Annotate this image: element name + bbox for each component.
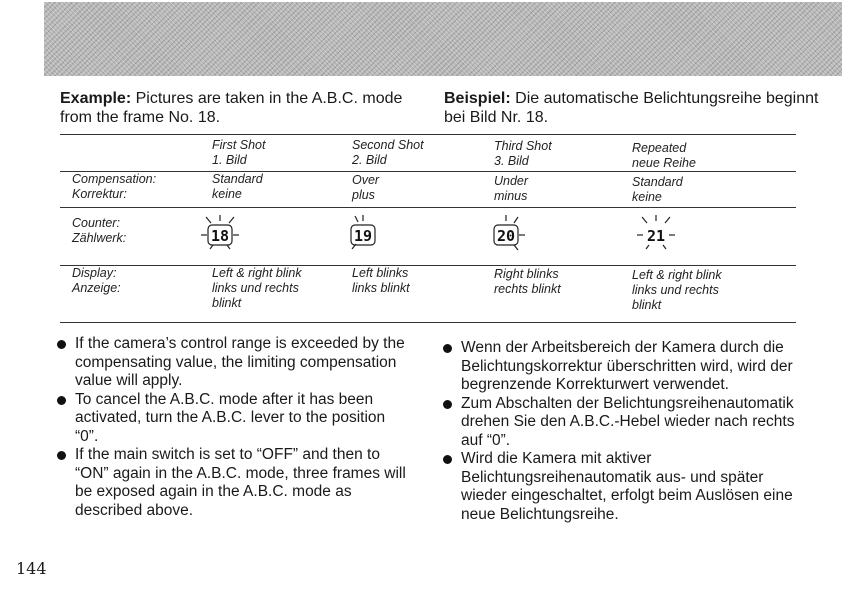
counter-display-18: [200, 213, 240, 253]
intro-english: [60, 89, 420, 127]
bullet-icon: [57, 396, 66, 405]
blink-ray-top-left: [642, 217, 647, 223]
counter-display-21: [636, 213, 676, 253]
intro-german-label: Beispiel:: [444, 90, 511, 107]
header-band: [44, 2, 842, 76]
note-english-2: To cancel the A.B.C. mode after it has been activated, turn the A.B.C. lever to the position “0”.: [57, 391, 412, 447]
abc-sequence-table: [60, 133, 796, 323]
table-rule-bottom: [60, 322, 796, 323]
counter-value-1: 18: [210, 227, 230, 245]
intro-german-text: Die automatische Belichtungsreihe beginnt bei Bild Nr. 18.: [444, 90, 819, 126]
blink-ray-top-right: [229, 217, 234, 223]
table-rule-header: [60, 171, 796, 172]
intro-english-label: Example:: [60, 90, 132, 107]
blink-ray-bottom-right: [227, 245, 230, 249]
column-header-1: First Shot 1. Bild: [212, 138, 266, 167]
bullet-icon: [443, 400, 452, 409]
row-label-display: Display: Anzeige:: [72, 266, 121, 295]
blink-ray-bottom-left: [210, 245, 213, 249]
compensation-value-3: Under minus: [494, 174, 529, 203]
compensation-value-4: Standard keine: [632, 175, 683, 204]
bullet-icon: [57, 451, 66, 460]
counter-display-20: [486, 213, 526, 253]
blink-ray-top-right: [514, 217, 518, 223]
column-header-4: Repeated neue Reihe: [632, 141, 696, 170]
bullet-icon: [443, 344, 452, 353]
counter-value-4: 21: [646, 227, 666, 245]
intro-english-text: Pictures are taken in the A.B.C. mode from the frame No. 18.: [60, 90, 403, 126]
blink-ray-bottom-right: [514, 245, 518, 250]
blink-ray-bottom-right: [663, 245, 666, 249]
note-english-3: If the main switch is set to “OFF” and then to “ON” again in the A.B.C. mode, three frames will be exposed again in the A.B.C. mode as described above.: [57, 446, 412, 520]
intro-german: [444, 89, 824, 127]
note-english-1: If the camera’s control range is exceeded by the compensating value, the limiting compensation value will apply.: [57, 335, 412, 391]
display-value-1: Left & right blink links und rechts blinkt: [212, 266, 302, 310]
blink-ray-bottom-left: [646, 245, 649, 249]
table-rule-top: [60, 134, 796, 135]
notes-german: [443, 339, 808, 524]
table-rule-compensation: [60, 207, 796, 208]
column-header-2: Second Shot 2. Bild: [352, 138, 424, 167]
counter-value-3: 20: [496, 227, 516, 245]
note-german-1: Wenn der Arbeitsbereich der Kamera durch die Belichtungskorrektur überschritten wird, wird der begrenzende Korrekturwert verwendet.: [443, 339, 808, 395]
counter-value-2: 19: [353, 227, 373, 245]
blink-ray-top-right: [665, 217, 670, 223]
row-label-counter: Counter: Zählwerk:: [72, 216, 127, 245]
note-german-2: Zum Abschalten der Belichtungsreihenautomatik drehen Sie den A.B.C.-Hebel wieder nach rechts auf “0”.: [443, 395, 808, 451]
note-german-3: Wird die Kamera mit aktiver Belichtungsreihenautomatik aus- und später wieder eingeschaltet, erfolgt beim Auslösen eine neue Belichtungsreihe.: [443, 450, 808, 524]
display-value-2: Left blinks links blinkt: [352, 266, 410, 295]
display-value-3: Right blinks rechts blinkt: [494, 267, 561, 296]
counter-display-19: [343, 213, 383, 253]
notes-english: [57, 335, 412, 520]
compensation-value-1: Standard keine: [212, 172, 263, 201]
bullet-icon: [443, 455, 452, 464]
compensation-value-2: Over plus: [352, 173, 380, 202]
page-number: 144: [16, 559, 47, 578]
column-header-3: Third Shot 3. Bild: [494, 139, 552, 168]
blink-ray-top-left: [206, 217, 211, 223]
display-value-4: Left & right blink links und rechts blinkt: [632, 268, 722, 312]
bullet-icon: [57, 340, 66, 349]
blink-ray-top-left: [355, 216, 358, 222]
table-rule-counter: [60, 265, 796, 266]
row-label-compensation: Compensation: Korrektur:: [72, 172, 157, 201]
